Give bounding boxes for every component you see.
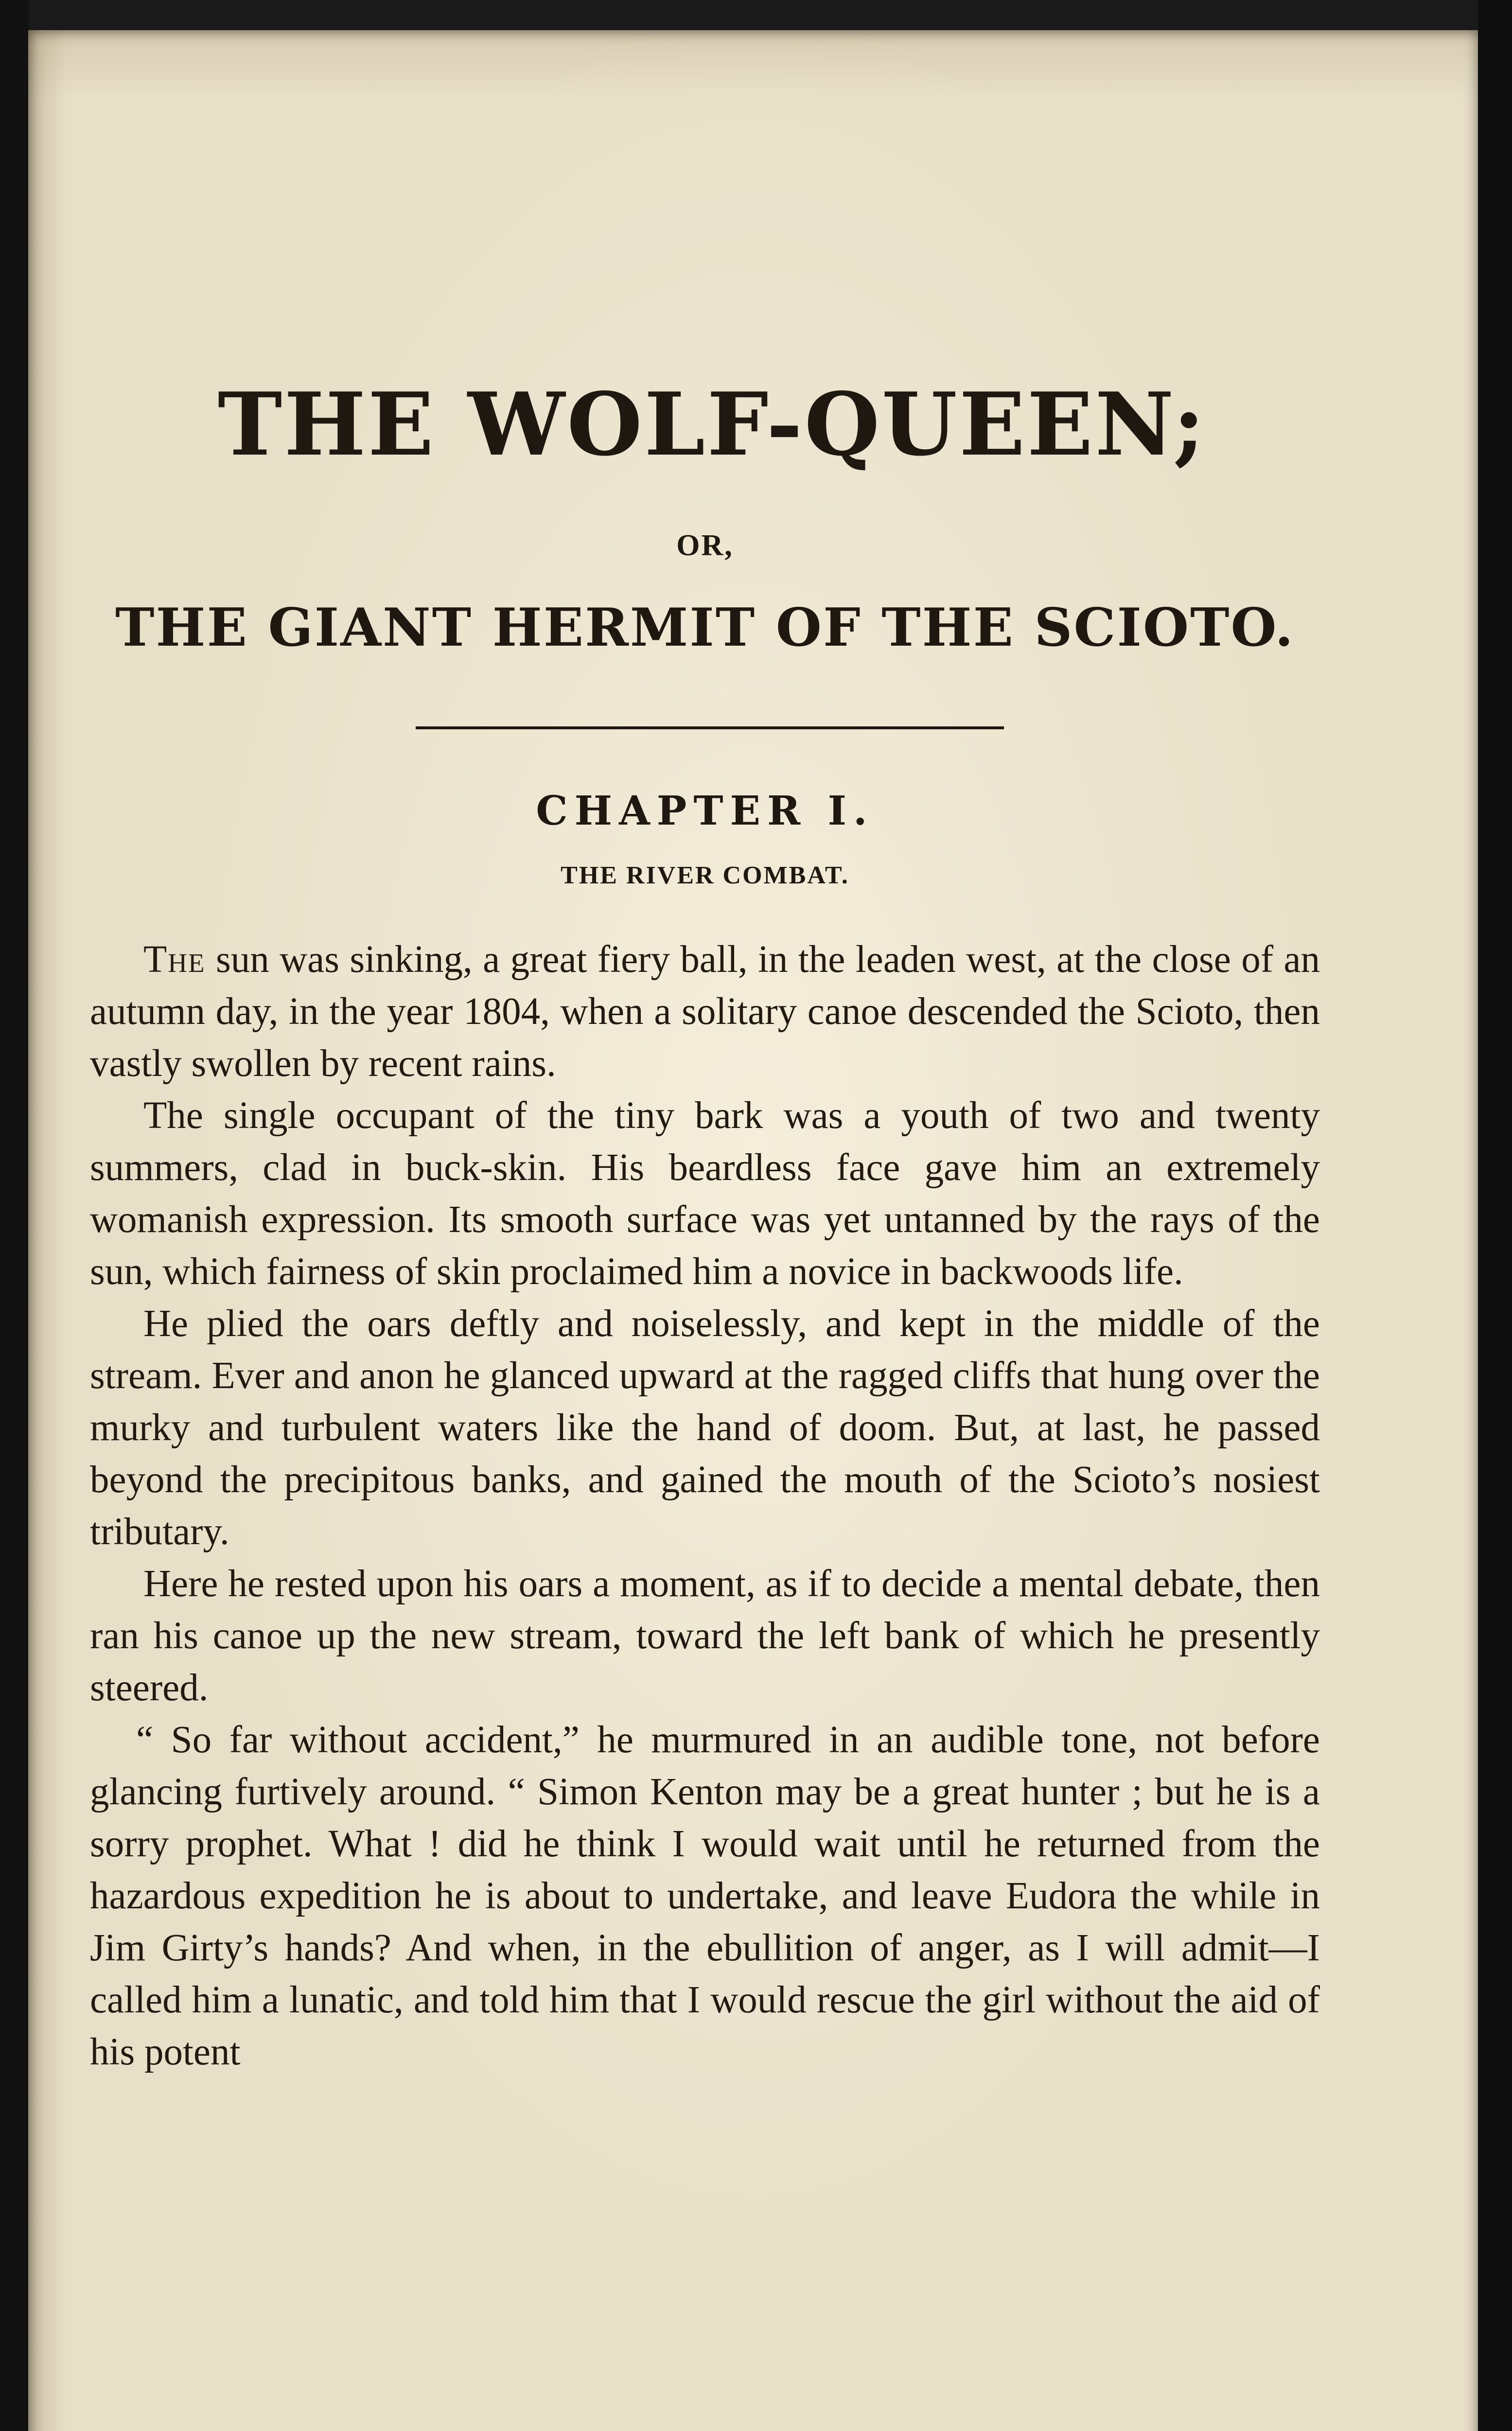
- paragraph-text: sun was sinking, a great fiery ball, in the leaden west, at the close of an autumn day, in the year 1804, when a solitary canoe descended the Scioto, then vastly swollen by recent rains.: [90, 938, 1320, 1085]
- paragraph-lead-word: The: [143, 938, 206, 981]
- paragraph-text: “ So far without accident,” he murmured in an audible tone, not before glancing furtively around. “ Simon Kenton may be a great hunter ; but he is a sorry prophet. What ! did he think I would wait until he returned from the hazardous expedition he is about to undertake, and leave Eudora the while in Jim Girty’s hands? And when, in the ebullition of anger, as I will admit—I called him a lunatic, and told him that I would rescue the girl without the aid of his potent: [90, 1718, 1320, 2073]
- title-rule: [416, 726, 1004, 729]
- paragraph-text: Here he rested upon his oars a moment, as if to decide a mental debate, then ran his canoe up the new stream, toward the left bank of which he presently steered.: [90, 1562, 1320, 1709]
- book-subtitle: THE GIANT HERMIT OF THE SCIOTO.: [115, 597, 1295, 658]
- chapter-body: [90, 934, 1320, 2078]
- paragraph-3: [90, 1298, 1320, 1558]
- paragraph-5: [90, 1714, 1320, 2078]
- binding-edge: [0, 0, 29, 2431]
- right-edge-shadow: [1478, 0, 1512, 2431]
- paragraph-2: [90, 1090, 1320, 1298]
- chapter-heading: CHAPTER I.: [536, 787, 874, 834]
- book-title: THE WOLF-QUEEN;: [217, 373, 1207, 475]
- or-separator: OR,: [676, 528, 734, 562]
- chapter-title: THE RIVER COMBAT.: [561, 861, 849, 889]
- paragraph-text: He plied the oars deftly and noiselessly, and kept in the middle of the stream. Ever and anon he glanced upward at the ragged cliffs that hung over the murky and turbulent waters like the hand of doom. But, at last, he passed beyond the precipitous banks, and gained the mouth of the Scioto’s nosiest tributary.: [90, 1302, 1320, 1553]
- page-text-column: [90, 373, 1320, 2078]
- paragraph-4: [90, 1558, 1320, 1714]
- paragraph-text: The single occupant of the tiny bark was a youth of two and twenty summers, clad in buck-skin. His beardless face gave him an extremely womanish expression. Its smooth surface was yet untanned by the rays of the sun, which fairness of skin proclaimed him a novice in backwoods life.: [90, 1094, 1320, 1293]
- paragraph-1: [90, 934, 1320, 1090]
